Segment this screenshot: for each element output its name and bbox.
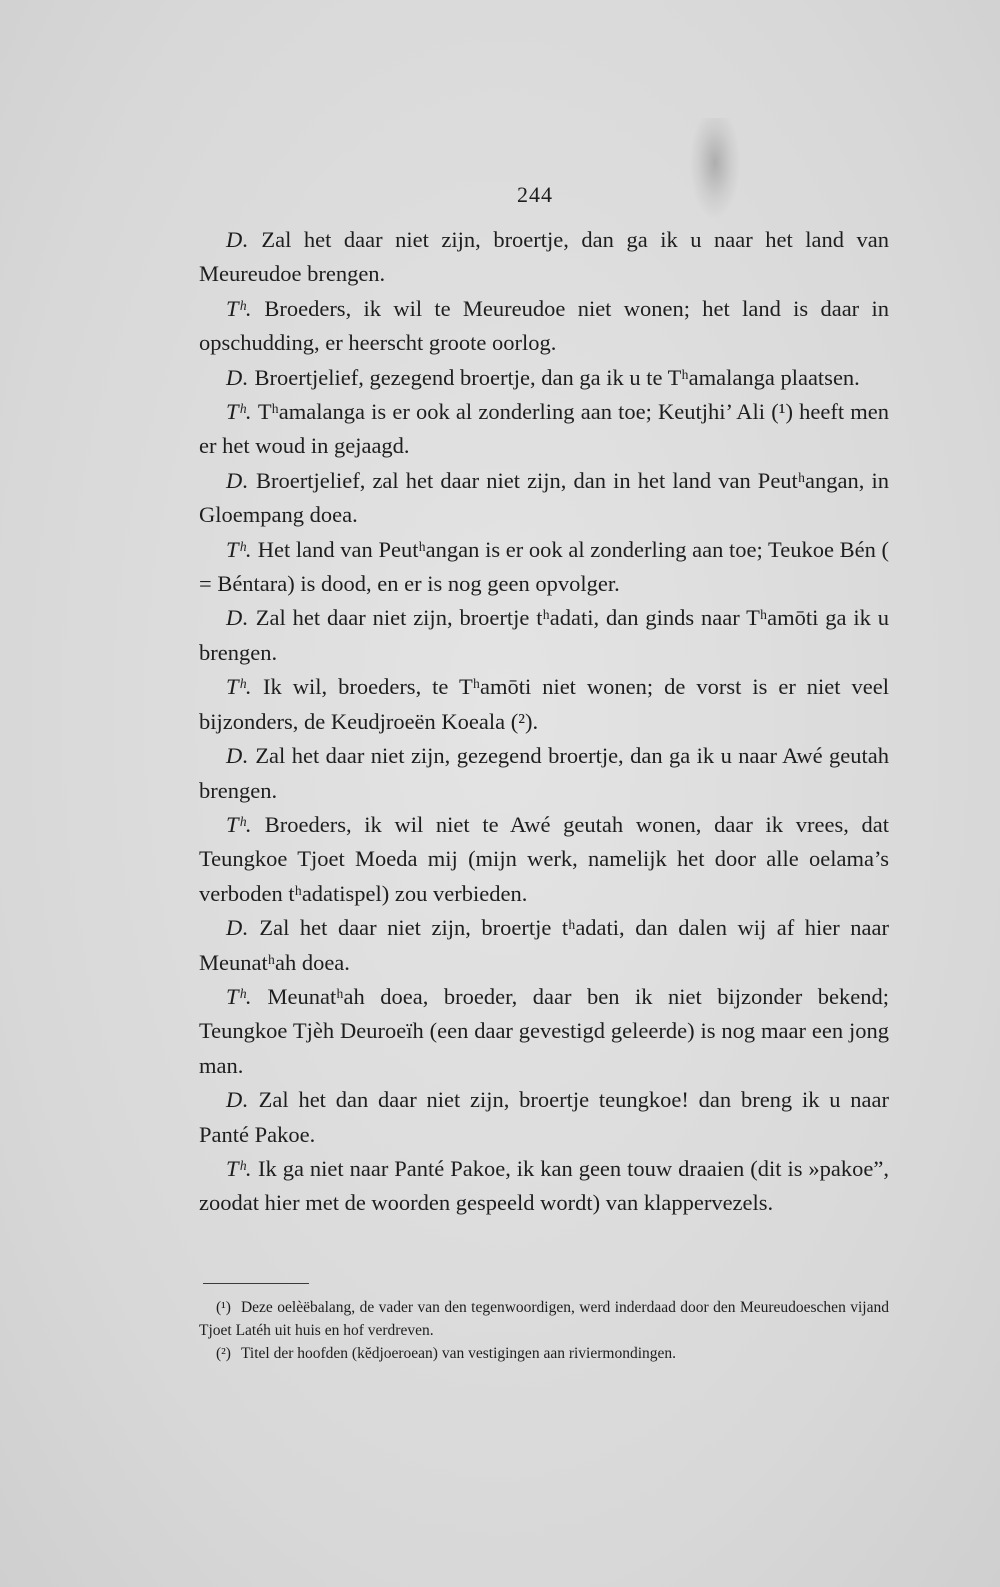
dialogue-paragraph	[199, 395, 889, 464]
dialogue-paragraph	[199, 1083, 889, 1152]
speaker-label: D.	[226, 915, 249, 941]
speaker-label: Tʰ.	[226, 536, 253, 562]
dialogue-paragraph	[199, 533, 889, 602]
footnote-text: Deze oelèëbalang, de vader van den tegenwoordigen, werd inderdaad door den Meureudoeschen vijand Tjoet Latéh uit huis en hof verdreven.	[199, 1299, 889, 1339]
speaker-label: D.	[226, 1087, 249, 1113]
dialogue-paragraph	[199, 739, 889, 808]
page-number: 244	[517, 182, 553, 207]
dialogue-paragraph	[199, 601, 889, 670]
speaker-label: Tʰ.	[226, 295, 253, 321]
footnote	[199, 1342, 889, 1365]
dialogue-paragraph	[199, 808, 889, 911]
speaker-label: Tʰ.	[226, 674, 253, 700]
dialogue-text	[199, 223, 889, 1221]
footnote-mark: (¹)	[216, 1299, 231, 1316]
dialogue-paragraph	[199, 980, 889, 1083]
paragraph-text: Zal het dan daar niet zijn, broertje teungkoe! dan breng ik u naar Panté Pakoe.	[199, 1087, 890, 1147]
dialogue-paragraph	[199, 911, 889, 980]
paragraph-text: Zal het daar niet zijn, broertje tʰadati, dan ginds naar Tʰamōti ga ik u brengen.	[199, 605, 890, 665]
speaker-label: D.	[226, 743, 249, 769]
dialogue-paragraph	[199, 464, 889, 533]
footnote-text: Titel der hoofden (kĕdjoeroean) van vestigingen aan riviermondingen.	[240, 1345, 677, 1362]
paragraph-text: Het land van Peutʰangan is er ook al zonderling aan toe; Teukoe Bén ( = Béntara) is dood, en er is nog geen opvolger.	[199, 536, 890, 597]
paragraph-text: Meunatʰah doea, broeder, daar ben ik niet bijzonder bekend; Teungkoe Tjèh Deuroeïh (een daar gevestigd geleerde) is nog maar een jong man.	[199, 983, 889, 1078]
dialogue-paragraph	[199, 670, 889, 739]
paragraph-text: Broeders, ik wil te Meureudoe niet wonen; het land is daar in opschudding, er heerscht groote oorlog.	[199, 295, 889, 356]
footnote-divider	[203, 1283, 309, 1284]
paragraph-text: Ik ga niet naar Panté Pakoe, ik kan geen touw draaien (dit is »pakoe”, zoodat hier met de woorden gespeeld wordt) van klappervezels.	[199, 1155, 889, 1216]
speaker-label: D.	[226, 605, 249, 631]
paragraph-text: Broeders, ik wil niet te Awé geutah wonen, daar ik vrees, dat Teungkoe Tjoet Moeda mij (mijn werk, namelijk het door alle oelama’s verboden tʰadatispel) zou verbieden.	[199, 811, 890, 906]
footnote	[199, 1296, 889, 1342]
dialogue-paragraph	[199, 223, 889, 292]
speaker-label: D.	[226, 227, 249, 252]
paragraph-text: Zal het daar niet zijn, broertje, dan ga ik u naar het land van Meureudoe brengen.	[199, 227, 890, 287]
footnote-mark: (²)	[216, 1345, 231, 1362]
speaker-label: Tʰ.	[226, 983, 253, 1009]
paragraph-text: Broertjelief, zal het daar niet zijn, dan in het land van Peutʰangan, in Gloempang doea.	[199, 467, 890, 528]
dialogue-paragraph	[199, 361, 889, 395]
paragraph-text: Broertjelief, gezegend broertje, dan ga ik u te Tʰamalanga plaatsen.	[254, 364, 860, 390]
paragraph-text: Zal het daar niet zijn, gezegend broertje, dan ga ik u naar Awé geutah brengen.	[199, 743, 890, 803]
dialogue-paragraph	[199, 1152, 889, 1221]
paragraph-text: Tʰamalanga is er ook al zonderling aan toe; Keutjhi’ Ali (¹) heeft men er het woud in gejaagd.	[199, 399, 890, 459]
footnotes	[199, 1296, 889, 1365]
speaker-label: D.	[226, 467, 249, 493]
speaker-label: D.	[226, 364, 249, 390]
dialogue-paragraph	[199, 292, 889, 361]
paragraph-text: Ik wil, broeders, te Tʰamōti niet wonen; de vorst is er niet veel bijzonders, de Keudjroeën Koeala (²).	[199, 674, 889, 734]
speaker-label: Tʰ.	[226, 399, 253, 425]
speaker-label: Tʰ.	[226, 811, 253, 837]
speaker-label: Tʰ.	[226, 1155, 253, 1181]
paragraph-text: Zal het daar niet zijn, broertje tʰadati, dan dalen wij af hier naar Meunatʰah doea.	[199, 915, 889, 975]
